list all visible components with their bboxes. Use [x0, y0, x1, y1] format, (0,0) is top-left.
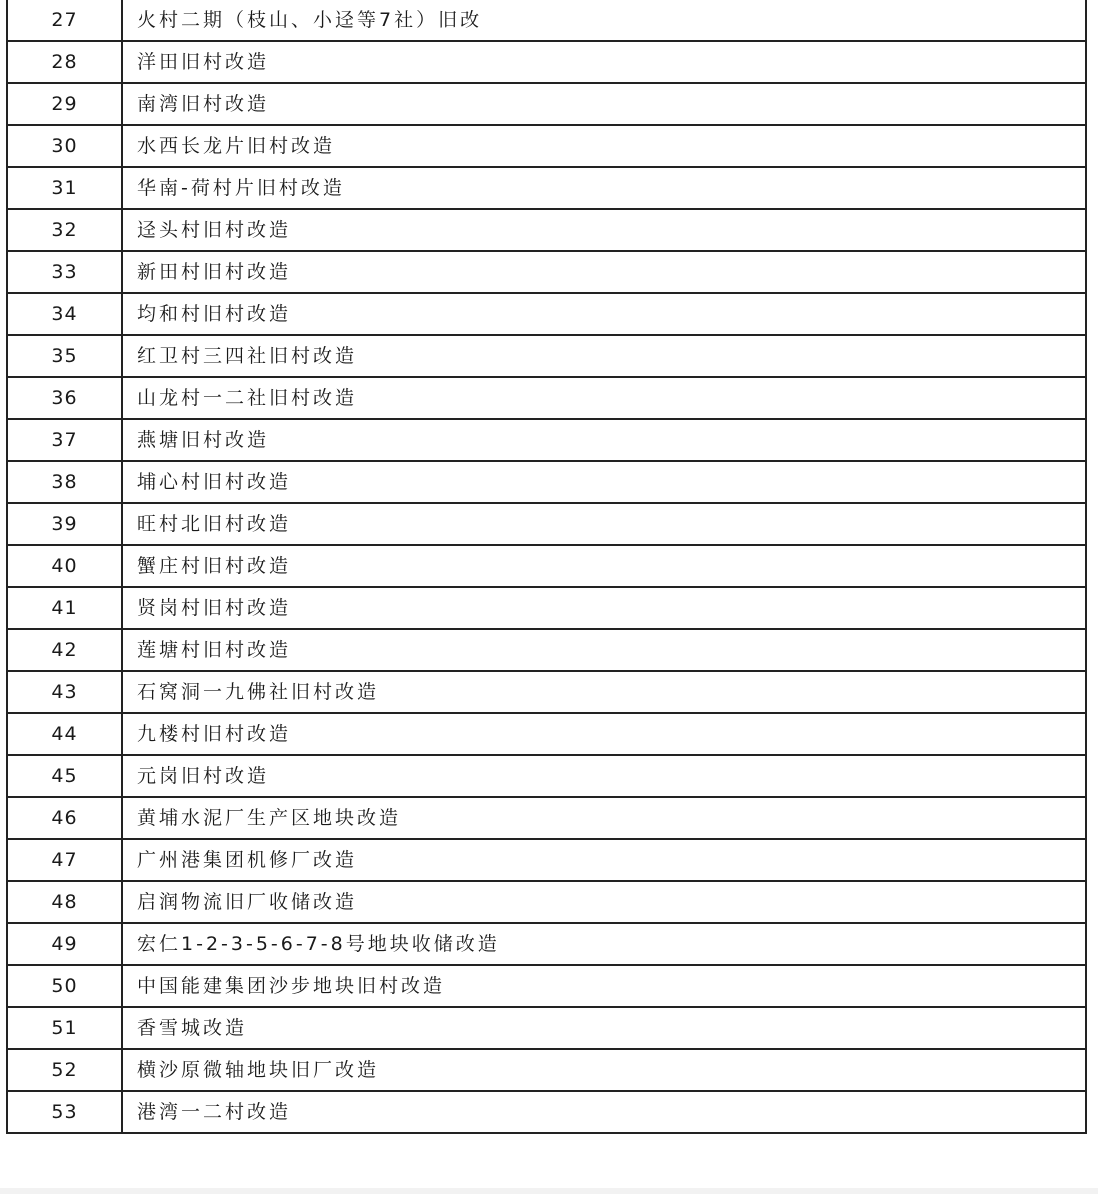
project-name: 山龙村一二社旧村改造 [122, 377, 1086, 419]
row-number: 31 [7, 167, 122, 209]
table-row [7, 335, 1086, 377]
table-row [7, 377, 1086, 419]
table-row [7, 839, 1086, 881]
row-number: 46 [7, 797, 122, 839]
table-row [7, 83, 1086, 125]
table-row [7, 965, 1086, 1007]
row-number: 28 [7, 41, 122, 83]
project-name: 九楼村旧村改造 [122, 713, 1086, 755]
row-number: 29 [7, 83, 122, 125]
table-row [7, 923, 1086, 965]
project-table-body [7, 0, 1086, 1133]
table-row [7, 755, 1086, 797]
table-row [7, 41, 1086, 83]
project-name: 均和村旧村改造 [122, 293, 1086, 335]
row-number: 43 [7, 671, 122, 713]
project-name: 蟹庄村旧村改造 [122, 545, 1086, 587]
row-number: 33 [7, 251, 122, 293]
table-row [7, 1049, 1086, 1091]
row-number: 53 [7, 1091, 122, 1133]
row-number: 27 [7, 0, 122, 41]
project-name: 莲塘村旧村改造 [122, 629, 1086, 671]
row-number: 45 [7, 755, 122, 797]
row-number: 36 [7, 377, 122, 419]
table-row [7, 419, 1086, 461]
project-name: 贤岗村旧村改造 [122, 587, 1086, 629]
table-row [7, 251, 1086, 293]
project-name: 广州港集团机修厂改造 [122, 839, 1086, 881]
table-row [7, 167, 1086, 209]
project-name: 火村二期（枝山、小迳等7社）旧改 [122, 0, 1086, 41]
project-name: 启润物流旧厂收储改造 [122, 881, 1086, 923]
row-number: 37 [7, 419, 122, 461]
table-row [7, 629, 1086, 671]
project-name: 洋田旧村改造 [122, 41, 1086, 83]
row-number: 50 [7, 965, 122, 1007]
project-name: 南湾旧村改造 [122, 83, 1086, 125]
project-name: 埔心村旧村改造 [122, 461, 1086, 503]
row-number: 39 [7, 503, 122, 545]
table-row [7, 461, 1086, 503]
project-name: 红卫村三四社旧村改造 [122, 335, 1086, 377]
project-table-container [6, 0, 1087, 1134]
table-row [7, 587, 1086, 629]
table-row [7, 797, 1086, 839]
table-row [7, 1091, 1086, 1133]
table-row [7, 0, 1086, 41]
project-table [6, 0, 1087, 1134]
row-number: 30 [7, 125, 122, 167]
row-number: 34 [7, 293, 122, 335]
table-row [7, 503, 1086, 545]
table-row [7, 293, 1086, 335]
row-number: 51 [7, 1007, 122, 1049]
row-number: 40 [7, 545, 122, 587]
row-number: 48 [7, 881, 122, 923]
project-name: 香雪城改造 [122, 1007, 1086, 1049]
row-number: 44 [7, 713, 122, 755]
project-name: 水西长龙片旧村改造 [122, 125, 1086, 167]
table-row [7, 671, 1086, 713]
row-number: 42 [7, 629, 122, 671]
project-name: 燕塘旧村改造 [122, 419, 1086, 461]
project-name: 元岗旧村改造 [122, 755, 1086, 797]
row-number: 47 [7, 839, 122, 881]
row-number: 35 [7, 335, 122, 377]
row-number: 38 [7, 461, 122, 503]
table-row [7, 881, 1086, 923]
table-row [7, 713, 1086, 755]
project-name: 华南-荷村片旧村改造 [122, 167, 1086, 209]
project-name: 黄埔水泥厂生产区地块改造 [122, 797, 1086, 839]
row-number: 32 [7, 209, 122, 251]
row-number: 52 [7, 1049, 122, 1091]
table-row [7, 209, 1086, 251]
project-name: 旺村北旧村改造 [122, 503, 1086, 545]
page-bottom-edge [0, 1188, 1098, 1194]
project-name: 中国能建集团沙步地块旧村改造 [122, 965, 1086, 1007]
project-name: 石窝洞一九佛社旧村改造 [122, 671, 1086, 713]
project-name: 新田村旧村改造 [122, 251, 1086, 293]
project-name: 港湾一二村改造 [122, 1091, 1086, 1133]
row-number: 41 [7, 587, 122, 629]
project-name: 横沙原微轴地块旧厂改造 [122, 1049, 1086, 1091]
table-row [7, 125, 1086, 167]
project-name: 宏仁1-2-3-5-6-7-8号地块收储改造 [122, 923, 1086, 965]
row-number: 49 [7, 923, 122, 965]
table-row [7, 1007, 1086, 1049]
project-name: 迳头村旧村改造 [122, 209, 1086, 251]
table-row [7, 545, 1086, 587]
